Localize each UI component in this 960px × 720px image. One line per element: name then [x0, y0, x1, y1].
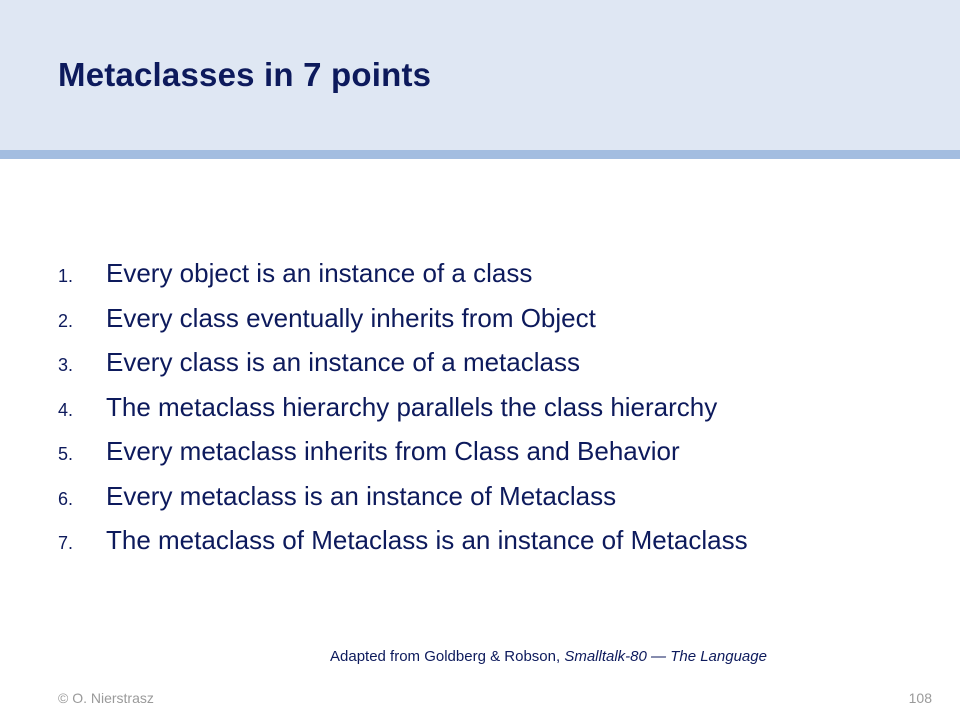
list-item-text: Every metaclass is an instance of Metaclass: [106, 480, 617, 511]
list-item-text: Every class eventually inherits from Object: [106, 302, 596, 333]
list-item-number: 2.: [58, 310, 74, 331]
list-item-number: 5.: [58, 444, 74, 464]
citation-book-subtitle: The Language: [670, 648, 767, 665]
list-item: [58, 303, 748, 348]
points-list: [58, 258, 748, 570]
list-item-number: 7.: [58, 533, 74, 553]
list-item-text: Every class is an instance of a metaclass: [106, 347, 580, 377]
slide-title: Metaclasses in 7 points: [58, 56, 432, 93]
citation: [330, 648, 767, 665]
citation-separator: —: [646, 648, 671, 665]
list-item: [58, 436, 748, 481]
header-divider: [0, 150, 960, 159]
citation-prefix: Adapted from Goldberg & Robson,: [330, 648, 565, 665]
list-item: [58, 392, 748, 437]
citation-book-title: Smalltalk-80: [564, 648, 647, 665]
list-item-text: Every metaclass inherits from Class and Behavior: [106, 436, 680, 466]
list-item-text: The metaclass hierarchy parallels the class hierarchy: [106, 391, 718, 422]
list-item: [58, 258, 748, 303]
list-item-number: 4.: [58, 399, 74, 420]
list-item-number: 1.: [58, 266, 74, 286]
list-item: [58, 525, 748, 570]
list-item-number: 6.: [58, 488, 74, 509]
list-item: [58, 347, 748, 392]
list-item: [58, 481, 748, 526]
footer-page-number: 108: [908, 690, 932, 706]
list-item-number: 3.: [58, 355, 74, 375]
footer-copyright: © O. Nierstrasz: [58, 690, 154, 706]
list-item-text: The metaclass of Metaclass is an instance of Metaclass: [106, 525, 748, 555]
list-item-text: Every object is an instance of a class: [106, 258, 533, 288]
